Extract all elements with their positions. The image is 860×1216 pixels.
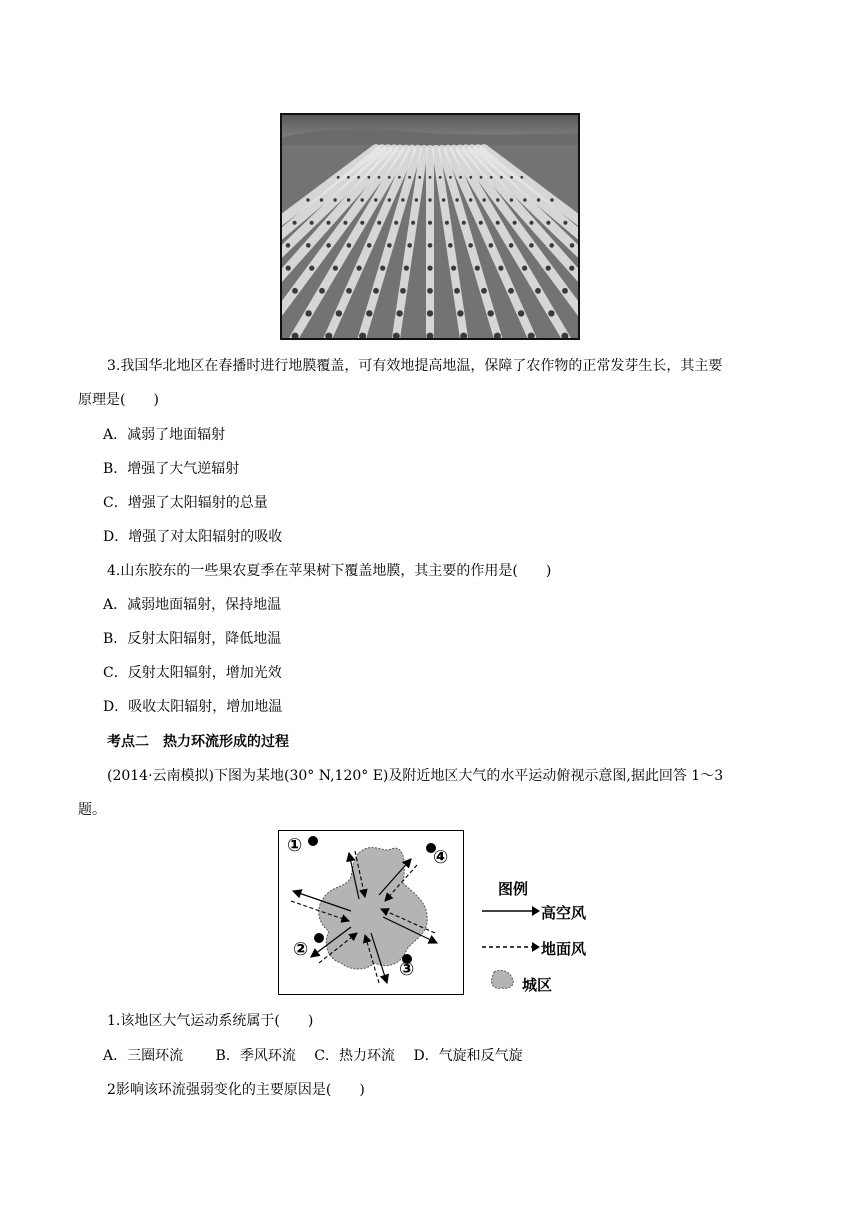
- seedling: [483, 198, 486, 201]
- q3-option-c: C．增强了太阳辐射的总量: [103, 495, 268, 511]
- seedling: [428, 198, 431, 201]
- seedling: [367, 243, 372, 248]
- marker-1: ①: [287, 835, 303, 856]
- seedling: [407, 243, 412, 248]
- seedling: [449, 176, 452, 179]
- seedling: [427, 266, 432, 271]
- seedling: [310, 221, 314, 225]
- q4-stem: 4.山东胶东的一些果农夏季在苹果树下覆盖地膜，其主要的作用是( ): [107, 563, 552, 579]
- seedling: [428, 221, 432, 225]
- seedling: [522, 266, 527, 271]
- seedling: [496, 221, 500, 225]
- seedling: [343, 221, 347, 225]
- seedling: [387, 243, 392, 248]
- seedling: [535, 288, 541, 294]
- seedling: [398, 176, 401, 179]
- field-mulch-photo: [280, 113, 580, 340]
- seedling: [306, 243, 311, 248]
- q3-option-b: B．增强了大气逆辐射: [103, 461, 240, 477]
- circulation-diagram: [278, 830, 464, 995]
- legend-urban-symbol: [488, 968, 518, 992]
- seedling: [490, 176, 493, 179]
- seedling: [510, 198, 513, 201]
- seedling: [546, 221, 550, 225]
- marker-2: ②: [293, 939, 309, 960]
- intro-line1: (2014·云南模拟)下图为某地(30° N,120° E)及附近地区大气的水平运动俯视示意图,据此回答 1～3: [107, 768, 724, 784]
- seedling: [475, 266, 480, 271]
- marker-3: ③: [399, 959, 415, 980]
- seedling: [337, 176, 340, 179]
- seedling: [286, 266, 291, 271]
- seedling: [408, 176, 411, 179]
- field-photo-drawing: [282, 115, 578, 338]
- seedling: [448, 243, 453, 248]
- seedling: [401, 198, 404, 201]
- seedling: [357, 176, 360, 179]
- seedling: [418, 176, 421, 179]
- seedling: [569, 266, 574, 271]
- seedling: [396, 310, 402, 316]
- seedling: [286, 243, 291, 248]
- seedling: [357, 266, 362, 271]
- seedling: [530, 221, 534, 225]
- section-title: 考点二 热力环流形成的过程: [107, 734, 289, 750]
- seedling: [454, 288, 460, 294]
- legend-urban: 城区: [522, 976, 553, 994]
- seedling: [469, 176, 472, 179]
- seedling: [360, 221, 364, 225]
- q3-stem-line1: 3.我国华北地区在春播时进行地膜覆盖，可有效地提高地温，保障了农作物的正常发芽生长，其主要: [107, 358, 723, 374]
- seedling: [488, 310, 494, 316]
- seedling: [570, 243, 575, 248]
- seedling: [333, 198, 336, 201]
- seedling: [523, 198, 526, 201]
- seedling: [293, 221, 297, 225]
- seedling: [562, 288, 568, 294]
- q1-options: A．三圈环流 B．季风环流 C．热力环流 D．气旋和反气旋: [103, 1048, 523, 1064]
- q1-stem: 1.该地区大气运动系统属于( ): [107, 1013, 314, 1029]
- q4-option-c: C．反射太阳辐射，增加光效: [103, 665, 282, 681]
- seedling: [462, 221, 466, 225]
- seedling: [309, 266, 314, 271]
- legend-surface-wind: 地面风: [541, 940, 587, 958]
- seedling: [373, 288, 379, 294]
- seedling: [496, 198, 499, 201]
- q3-stem-line2: 原理是( ): [78, 392, 159, 408]
- q4-option-a: A．减弱地面辐射，保持地温: [103, 597, 282, 613]
- marker-4: ④: [433, 847, 449, 868]
- seedling: [457, 310, 463, 316]
- seedling: [336, 310, 342, 316]
- seedling: [347, 176, 350, 179]
- seedling: [563, 221, 567, 225]
- seedling: [479, 221, 483, 225]
- seedling: [439, 176, 442, 179]
- seedling: [388, 198, 391, 201]
- seedling: [415, 198, 418, 201]
- seedling: [520, 176, 523, 179]
- site-2-dot: [314, 933, 324, 943]
- seedling: [518, 310, 524, 316]
- seedling: [306, 198, 309, 201]
- seedling: [469, 198, 472, 201]
- seedling: [428, 243, 433, 248]
- seedling: [305, 310, 311, 316]
- seedling: [481, 288, 487, 294]
- seedling: [400, 288, 406, 294]
- seedling: [374, 198, 377, 201]
- seedling: [388, 176, 391, 179]
- seedling: [509, 243, 514, 248]
- diagram-legend: [480, 874, 600, 994]
- legend-upper-wind: 高空风: [541, 904, 587, 922]
- seedling: [404, 266, 409, 271]
- seedling: [327, 221, 331, 225]
- seedling: [367, 176, 370, 179]
- seedling: [548, 310, 554, 316]
- seedling: [546, 266, 551, 271]
- legend-title: 图例: [498, 880, 529, 898]
- seedling: [346, 288, 352, 294]
- seedling: [451, 266, 456, 271]
- seedling: [489, 243, 494, 248]
- seedling: [442, 198, 445, 201]
- seedling: [550, 198, 553, 201]
- q2-stem: 2影响该环流强弱变化的主要原因是( ): [107, 1082, 365, 1098]
- seedling: [378, 176, 381, 179]
- seedling: [455, 198, 458, 201]
- seedling: [549, 243, 554, 248]
- seedling: [361, 198, 364, 201]
- seedling: [529, 243, 534, 248]
- q4-option-d: D．吸收太阳辐射，增加地温: [103, 699, 283, 715]
- seedling: [394, 221, 398, 225]
- seedling: [427, 310, 433, 316]
- seedling: [508, 288, 514, 294]
- seedling: [427, 288, 433, 294]
- seedling: [468, 243, 473, 248]
- seedling: [347, 243, 352, 248]
- seedling: [537, 198, 540, 201]
- seedling: [320, 198, 323, 201]
- q3-option-d: D．增强了对太阳辐射的吸收: [103, 529, 283, 545]
- seedling: [366, 310, 372, 316]
- q4-option-b: B．反射太阳辐射，降低地温: [103, 631, 282, 647]
- seedling: [347, 198, 350, 201]
- seedling: [411, 221, 415, 225]
- seedling: [445, 221, 449, 225]
- circulation-diagram-drawing: [279, 831, 462, 993]
- seedling: [459, 176, 462, 179]
- seedling: [500, 176, 503, 179]
- site-1-dot: [308, 836, 318, 846]
- seedling: [292, 288, 298, 294]
- legend-surface-wind-symbol: [480, 940, 540, 954]
- intro-line2: 题。: [78, 802, 106, 818]
- seedling: [513, 221, 517, 225]
- q3-option-a: A．减弱了地面辐射: [103, 427, 226, 443]
- seedling: [333, 266, 338, 271]
- seedling: [480, 176, 483, 179]
- seedling: [326, 243, 331, 248]
- seedling: [498, 266, 503, 271]
- seedling: [377, 221, 381, 225]
- seedling: [510, 176, 513, 179]
- seedling: [380, 266, 385, 271]
- seedling: [319, 288, 325, 294]
- seedling: [429, 176, 432, 179]
- legend-upper-wind-symbol: [480, 904, 540, 918]
